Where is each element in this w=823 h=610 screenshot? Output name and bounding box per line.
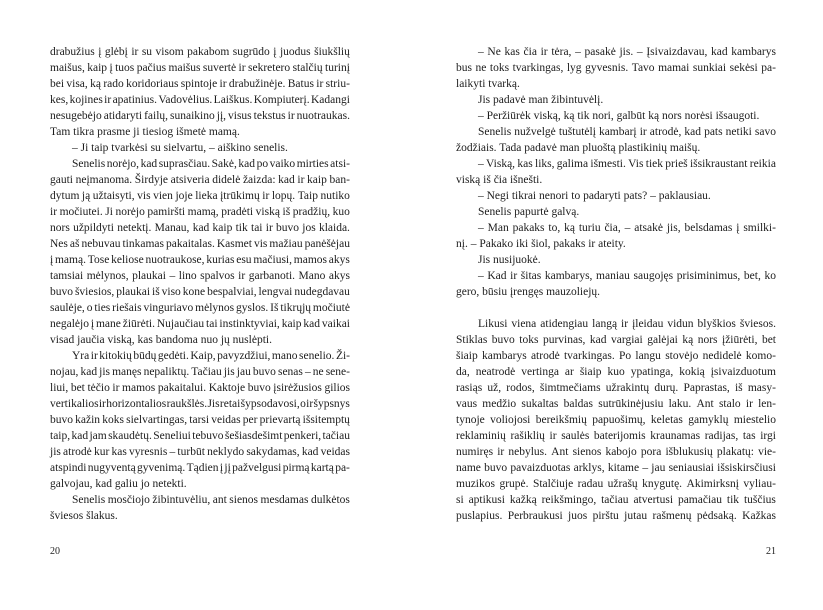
text-line: – Kad ir šitas kambarys, maniau saugojęs prisiminimus, bet, ko (478, 270, 776, 282)
page-number-left: 20 (50, 546, 60, 557)
text-line: rasiąs už, rodos, šimtmečiams užrakintų durų. Paprastas, iš masy- (456, 382, 776, 394)
text-line: maišus, kaip į tuos pačius maišus suvertė ir sekretero stalčių turinį (50, 62, 350, 74)
text-line: žodžiais. Tada padavė man pluoštą plastikinių maišų. (456, 142, 701, 154)
text-line: Nes aš nebuvau tinkamas pakaitalas. Kasmet vis mažiau panėšėjau (50, 238, 350, 250)
text-line: Jis padavė man žibintuvėlį. (478, 94, 604, 106)
text-line: buvo kažin koks sielvartingas, tarsi veidas per prievartą išsitemptų (50, 414, 350, 426)
text-line: nesugebėjo atidaryti failų, sunaikino jį, visus tekstus ir nuotraukas. (50, 110, 350, 122)
text-line: Tam tikra prasme ji tiesiog išmetė mamą. (50, 126, 240, 138)
text-line: nors užpildyti netektį. Manau, kad kaip tik tai ir buvo jos klaida. (50, 222, 350, 234)
text-line: Senelis norėjo, kad suprasčiau. Sakė, kad po vaiko mirties atsi- (72, 158, 350, 170)
text-line: si aptikusi kažką reikšmingo, tačiau atvertusi pamačiau tik tuščius (456, 494, 776, 506)
text-line: – Viską, kas liks, galima išmesti. Vis tiek prieš išsikraustant reikia (478, 158, 776, 170)
text-line: tynoje voliojosi bereikšmių papuošimų, keletas gamyklų miestelio (456, 414, 776, 426)
text-line: Yra ir kitokių būdų gedėti. Kaip, pavyzdžiui, mano senelio. Ži- (72, 350, 350, 362)
right-page-text (456, 44, 776, 524)
text-line: – Negi tikrai nenori to padaryti pats? – paklausiau. (478, 190, 711, 202)
text-line: liui, bet tėčio ir mamos pakaitalui. Kaktoje buvo įsirėžusios gilios (50, 382, 350, 394)
text-line: viską iš čia išnešti. (456, 174, 543, 186)
text-line: bus ne toks tvarkingas, lyg gyvesnis. Tavo mamai sunkiai sekėsi pa- (456, 62, 776, 74)
section-break (456, 300, 776, 316)
text-line: Likusi viena atidengiau langą ir įleidau vidun blyškios šviesos. (478, 318, 776, 330)
text-line: nojau, kad jis manęs nepaliktų. Tačiau jis jau buvo senas – ne sene- (50, 366, 350, 378)
text-line: Senelis nužvelgė tuštutėlį kambarį ir atrodė, kad pats netiki savo (478, 126, 776, 138)
text-line: Stiklas buvo toks purvinas, kad vargiai galėjai ką nors įžiūrėti, bet (456, 334, 776, 346)
text-line: da, neatrodė vertinga ar šiaip kuo ypatinga, kokią įsivaizduotum (456, 366, 776, 378)
text-line: name buvo pavaizduotas arklys, kitame – jau seniausiai išsiskirsčiusi (456, 462, 776, 474)
text-line: šviesos šlakus. (50, 510, 118, 522)
text-line: – Man pakaks to, ką turiu čia, – atsakė jis, belsdamas į smilki- (478, 222, 776, 234)
text-line: galvojau, kad galiu jo netekti. (50, 478, 187, 490)
text-line: gauti neįmanoma. Širdyje atsiveria didelė žaizda: kad ir kaip ban- (50, 174, 350, 186)
text-line: ir močiutei. Ji norėjo pamiršti mamą, pradėti viską iš pradžių, kuo (50, 206, 350, 218)
text-line: jis atrodė kur kas vyresnis – turbūt neklydo sakydamas, kad veidas (50, 446, 350, 458)
text-line: – Ji taip tvarkėsi su sielvartu, – aiškino senelis. (72, 142, 288, 154)
text-line: vaus medžio sukaltas baldas sutrūkinėjusiu laku. Ant stalo ir len- (456, 398, 776, 410)
text-line: taip, kad jam skaudėtų. Seneliui tebuvo šešiasdešimt penkeri, tačiau (50, 430, 350, 442)
text-line: bei visa, ką rado koridoriaus spintoje ir drabužinėje. Batus ir striu- (50, 78, 350, 90)
text-line: Senelis papurtė galvą. (478, 206, 580, 218)
text-line: šiaip kambarys atrodė tvarkingas. Po langu stovėjo nedidelė komo- (456, 350, 776, 362)
text-line: vertikalios ir horizontalios raukšlės. Jis retai šypsodavosi, o ir šypsnys (50, 398, 350, 410)
text-line: visad jaučia viską, kas bandoma nuo jų nuslėpti. (50, 334, 272, 346)
text-line: kes, kojines ir apatinius. Vadovėlius. Laiškus. Kompiuterį. Kadangi (50, 94, 350, 106)
text-line: puslapius. Perbraukusi juos pirštu jutau rašmenų pėdsaką. Kažkas (456, 510, 776, 522)
text-line: buvo šviesios, plaukai iš viso kone bespalviai, lengvai nudegdavau (50, 286, 350, 298)
page-number-right: 21 (766, 546, 776, 557)
text-line: – Peržiūrėk viską, ką tik nori, galbūt ką nors norėsi išsaugoti. (478, 110, 760, 122)
text-line: gero, būsiu įrengęs mauzoliejų. (456, 286, 601, 298)
text-line: drabužius į glėbį ir su visom pakabom sugrūdo į juodus šiukšlių (50, 46, 350, 58)
left-page-text (50, 44, 350, 524)
text-line: reklaminių rašiklių ir saulės baterijomis kraunamas radijas, tas irgi (456, 430, 776, 442)
text-line: negalėjo į mane žiūrėti. Nujaučiau tai instinktyviai, kaip kad vaikai (50, 318, 350, 330)
text-line: atspindi nugyventą gyvenimą. Tądien į jį pažvelgusi pirmą kartą pa- (50, 462, 350, 474)
text-line: numiręs ir nebylus. Ant sienos kabojo pora išblukusių plakatų: vie- (456, 446, 776, 458)
text-line: Senelis mosčiojo žibintuvėliu, ant sienos mesdamas dulkėtos (72, 494, 350, 506)
text-line: laikyti tvarką. (456, 78, 520, 90)
text-line: saulėje, o ties riešais vinguriavo mėlynos gyslos. Iš tikrųjų močiutė (50, 302, 350, 314)
text-line: – Ne kas čia ir tėra, – pasakė jis. – Įsivaizdavau, kad kambarys (478, 46, 776, 58)
text-line: muzikos grupė. Stalčiuje radau užrašų knygutę. Akimirksnį vyliau- (456, 478, 776, 490)
text-line: nį. – Pakako iki šiol, pakaks ir ateity. (456, 238, 626, 250)
text-line: į mamą. Tose keliose nuotraukose, kurias esu mačiusi, mamos akys (50, 254, 350, 266)
text-line: tamsiai mėlynos, plaukai – lino spalvos ir garbanoti. Mano akys (50, 270, 350, 282)
text-line: Jis nusijuokė. (478, 254, 541, 266)
text-line: dytum ją užtaisyti, vis vien joje lieka įtrūkimų ir lopų. Taip nutiko (50, 190, 350, 202)
